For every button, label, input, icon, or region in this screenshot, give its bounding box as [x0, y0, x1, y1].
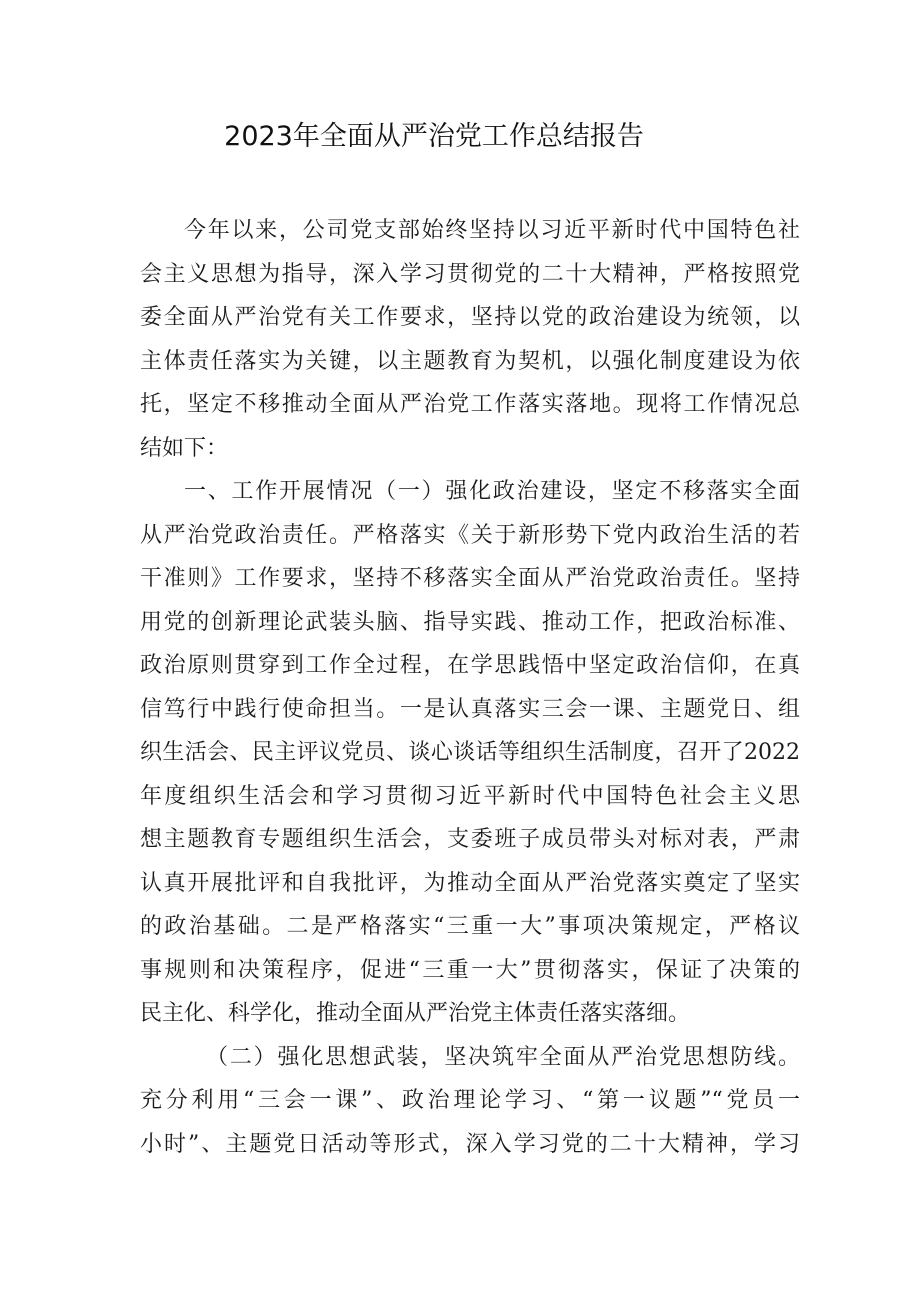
paragraph-1-line-3: 委全面从严治党有关工作要求，坚持以党的政治建设为统领，以	[140, 305, 800, 330]
paragraph-1-line-6: 结如下：	[140, 436, 229, 461]
paragraph-2-line-6: 信笃行中践行使命担当。一是认真落实三会一课、主题党日、组	[140, 697, 800, 722]
paragraph-2-line-11: 的政治基础。二是严格落实“三重一大”事项决策规定，严格议	[140, 914, 800, 939]
paragraph-3-line-1: （二）强化思想武装，坚决筑牢全面从严治党思想防线。	[206, 1045, 800, 1070]
paragraph-2-line-5: 政治原则贯穿到工作全过程，在学思践悟中坚定政治信仰，在真	[140, 653, 800, 678]
paragraph-1-line-5: 托，坚定不移推动全面从严治党工作落实落地。现将工作情况总	[140, 392, 800, 417]
paragraph-3-line-3: 小时”、主题党日活动等形式，深入学习党的二十大精神，学习	[140, 1132, 800, 1157]
paragraph-2-line-7: 织生活会、民主评议党员、谈心谈话等组织生活制度，召开了2022	[140, 740, 800, 765]
paragraph-2-line-3: 干准则》工作要求，坚持不移落实全面从严治党政治责任。坚持	[140, 566, 800, 591]
paragraph-1-line-1: 今年以来，公司党支部始终坚持以习近平新时代中国特色社	[184, 218, 800, 243]
paragraph-2-line-2: 从严治党政治责任。严格落实《关于新形势下党内政治生活的若	[140, 523, 800, 548]
paragraph-2-line-4: 用党的创新理论武装头脑、指导实践、推动工作，把政治标准、	[140, 610, 800, 635]
paragraph-2-line-10: 认真开展批评和自我批评，为推动全面从严治党落实奠定了坚实	[140, 871, 800, 896]
paragraph-2-line-12: 事规则和决策程序，促进“三重一大”贯彻落实，保证了决策的	[140, 958, 800, 983]
paragraph-2-line-8: 年度组织生活会和学习贯彻习近平新时代中国特色社会主义思	[140, 784, 800, 809]
paragraph-3-line-2: 充分利用“三会一课”、政治理论学习、“第一议题”“党员一	[140, 1088, 800, 1113]
paragraph-2-line-9: 想主题教育专题组织生活会，支委班子成员带头对标对表，严肃	[140, 827, 800, 852]
document-title: 2023年全面从严治党工作总结报告	[224, 121, 644, 152]
paragraph-1-line-4: 主体责任落实为关键，以主题教育为契机，以强化制度建设为依	[140, 349, 800, 374]
paragraph-2-line-13: 民主化、科学化，推动全面从严治党主体责任落实落细。	[140, 1001, 691, 1026]
paragraph-1-line-2: 会主义思想为指导，深入学习贯彻党的二十大精神，严格按照党	[140, 262, 800, 287]
paragraph-2-line-1: 一、工作开展情况（一）强化政治建设，坚定不移落实全面	[184, 479, 800, 504]
